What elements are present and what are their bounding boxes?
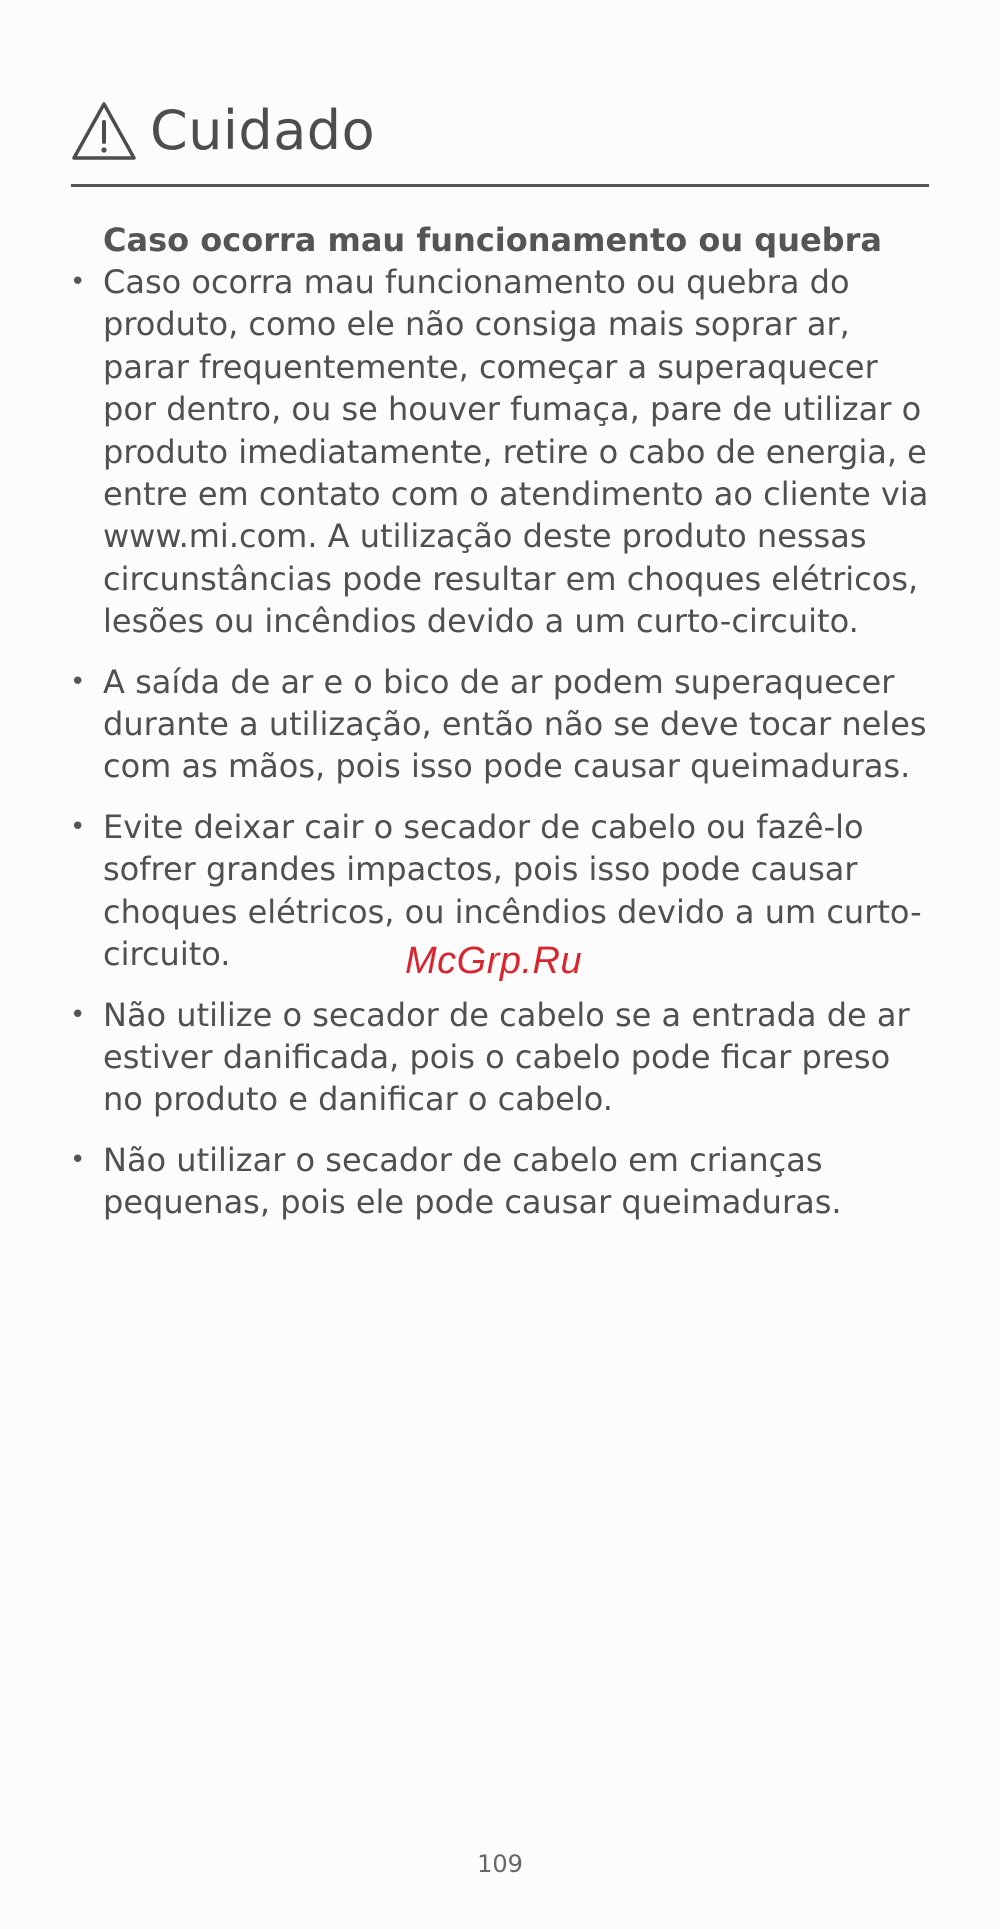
section-subheading: Caso ocorra mau funcionamento ou quebra <box>103 221 882 259</box>
page-number: 109 <box>477 1850 523 1878</box>
title-divider <box>71 184 929 187</box>
list-item-text: Caso ocorra mau funcionamento ou quebra do produto, como ele não consiga mais soprar ar, parar frequentemente, começar a superaquecer por dentro, ou se houver fumaça, pare de utilizar o produto imediatamente, retire o cabo de energia, e entre em contato com o atendimento ao cliente via www.mi.com. A utilização deste produto nessas circunstâncias pode resultar em choques elétricos, lesões ou incêndios devido a um curto-circuito. <box>103 263 929 641</box>
bullet-marker: • <box>70 666 86 697</box>
bullet-marker: • <box>70 811 86 842</box>
list-item-text: Evite deixar cair o secador de cabelo ou fazê-lo sofrer grandes impactos, pois isso pode causar choques elétricos, ou incêndios devido a um curto-circuito. <box>103 807 922 974</box>
caution-content <box>70 219 940 1242</box>
warning-triangle-icon <box>70 100 138 162</box>
page-header <box>70 96 375 166</box>
list-item-text: Não utilize o secador de cabelo se a entrada de ar estiver danificada, pois o cabelo pode ficar preso no produto e danificar o cabelo. <box>103 995 910 1119</box>
caution-list <box>70 261 940 1224</box>
bullet-marker: • <box>70 999 86 1030</box>
list-item <box>70 661 940 788</box>
list-item-text: Não utilizar o secador de cabelo em crianças pequenas, pois ele pode causar queimaduras. <box>103 1140 842 1222</box>
bullet-marker: • <box>70 267 86 297</box>
list-item <box>70 1139 940 1224</box>
watermark: McGrp.Ru <box>405 940 583 982</box>
list-item <box>70 994 940 1121</box>
list-item-text: A saída de ar e o bico de ar podem superaquecer durante a utilização, então não se deve tocar neles com as mãos, pois isso pode causar queimaduras. <box>103 662 927 786</box>
bullet-marker: • <box>70 1144 86 1175</box>
list-item <box>70 261 940 643</box>
page-title: Cuidado <box>150 99 376 162</box>
